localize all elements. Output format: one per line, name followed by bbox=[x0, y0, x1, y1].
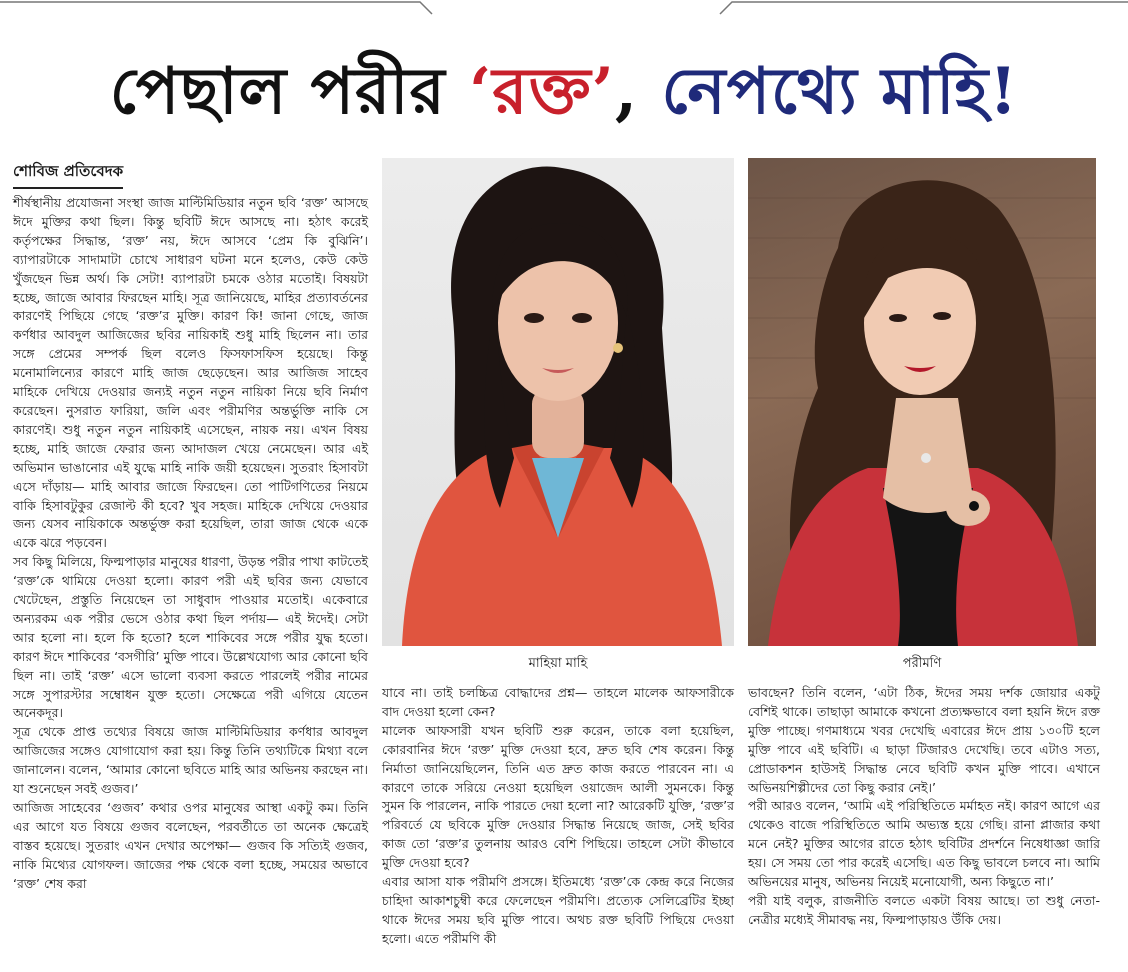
photo-caption-mahi: মাহিয়া মাহি bbox=[528, 656, 588, 671]
photo-mahiya-mahi bbox=[382, 158, 734, 646]
article-paragraph: সব কিছু মিলিয়ে, ফিল্মপাড়ার মানুষের ধারণা, উড়ন্ত পরীর পাখা কাটতেই ‘রক্ত’কে থামিয়ে দেওয়া হলো। কারণ পরী এই ছবির জন্য যেভাবে খেটেছেন, প্রস্তুতি নিয়েছেন তা সাধুবাদ পাওয়ার মতোই। একেবারে অন্যরকম এক পরীর ভেসে ওঠার কথা ছিল পর্দায়— এই ঈদেই। সেটা আর হলো না। হলে কি হতো? হলে শাকিবের সঙ্গে পরীর যুদ্ধ হতো। কারণ ঈদে শাকিবের ‘বসগীরি’ মুক্তি পাবে। উল্লেখযোগ্য আর কোনো ছবি ছিল না। তাই ‘রক্ত’ এসে ভালো ব্যবসা করতে পারলেই পরীর নামের সঙ্গে সুপারস্টার সম্বোধন যুক্ত হতো। সেক্ষেত্রে পরী এগিয়ে যেতেন অনেকদূর। bbox=[13, 554, 368, 721]
photo-caption-pori: পরীমণি bbox=[902, 656, 942, 671]
article-column-middle bbox=[382, 684, 734, 949]
top-frame-rule bbox=[0, 0, 1128, 16]
article-column-left bbox=[13, 194, 368, 894]
headline-comma: , bbox=[614, 54, 662, 129]
article-paragraph: যাবে না। তাই চলচ্চিত্র বোদ্ধাদের প্রশ্ন— তাহলে মালেক আফসারীকে বাদ দেওয়া হলো কেন? bbox=[382, 685, 734, 719]
article-column-right bbox=[748, 684, 1100, 930]
article-paragraph: পরী আরও বলেন, ‘আমি এই পরিস্থিতিতে মর্মাহত নই। কারণ আগে এর থেকেও বাজে পরিস্থিতিতে আমি অভ্যস্ত হয়ে গেছি। রানা প্লাজার কথা মনে নেই? মুক্তির আগের রাতে হঠাৎ ছবিটির প্রদর্শনে নিষেধাজ্ঞা জারি হয়। সে সময় তো পার করেই এসেছি। এত কিছু ভাবলে চলবে না। আমি অভিনয়ের মানুষ, অভিনয় নিয়েই মনোযোগী, অন্য কিছুতে না।’ bbox=[748, 798, 1100, 890]
article-paragraph: সূত্র থেকে প্রাপ্ত তথ্যের বিষয়ে জাজ মাল্টিমিডিয়ার কর্ণধার আবদুল আজিজের সঙ্গেও যোগাযোগ করা হয়। কিন্তু তিনি তথ্যটিকে মিথ্যা বলে জানালেন। বলেন, ‘আমার কোনো ছবিতে মাহি আর অভিনয় করছেন না। যা শুনেছেন সবই গুজব।’ bbox=[13, 724, 368, 797]
article-paragraph: আজিজ সাহেবের ‘গুজব’ কথার ওপর মানুষের আস্থা একটু কম। তিনি এর আগে যত বিষয়ে গুজব বলেছেন, পরবর্তীতে তা অনেক ক্ষেত্রেই বাস্তব হয়েছে। সুতরাং এখন দেখার অপেক্ষা— গুজব কি সত্যিই গুজব, নাকি মিথ্যের যোগফল। জাজের পক্ষ থেকে বলা হচ্ছে, সময়ের অভাবে ‘রক্ত’ শেষ করা bbox=[13, 800, 368, 891]
mahi-portrait-illustration bbox=[382, 158, 734, 646]
article-paragraph: ভাবছেন? তিনি বলেন, ‘এটা ঠিক, ঈদের সময় দর্শক জোয়ার একটু বেশিই থাকে। তাছাড়া আমাকে কখনো প্রত্যক্ষভাবে বলা হয়নি ঈদে রক্ত মুক্তি পাচ্ছে। গণমাধ্যমে খবর দেখেছি এবারের ঈদে প্রায় ১৩০টি হলে মুক্তি পাবে এই ছবিটি। এ ছাড়া টিজারও দেখেছি। তবে এটাও সত্য, প্রোডাকশন হাউসই সিদ্ধান্ত নেবে ছবিটি কখন মুক্তি পাবে। এখানে অভিনয়শিল্পীদের তো কিছু করার নেই।’ bbox=[748, 685, 1100, 795]
headline-title-quote: ‘রক্ত’ bbox=[468, 54, 615, 129]
article-paragraph: এবার আসা যাক পরীমণি প্রসঙ্গে। ইতিমধ্যে ‘রক্ত’কে কেন্দ্র করে নিজের চাহিদা আকাশচুম্বী করে ফেলেছেন পরীমণি। প্রত্যেক সেলিব্রেটির ইচ্ছা থাকে ঈদের সময় ছবি মুক্তি পাবে। অথচ রক্ত ছবিটি পিছিয়ে দেওয়া হলো। এতে পরীমণি কী bbox=[382, 874, 734, 946]
headline-part-2: নেপথ্যে মাহি! bbox=[661, 54, 1019, 129]
porimoni-portrait-illustration bbox=[748, 158, 1096, 646]
article-paragraph: পরী যাই বলুক, রাজনীতি বলতে একটা বিষয় আছে। তা শুধু নেতা-নেত্রীর মধ্যেই সীমাবদ্ধ নয়, ফিল্মপাড়ায়ও উঁকি দেয়। bbox=[748, 892, 1100, 927]
reporter-byline: শোবিজ প্রতিবেদক bbox=[13, 160, 123, 189]
headline bbox=[0, 42, 1128, 142]
headline-part-1: পেছাল পরীর bbox=[109, 54, 469, 129]
article-paragraph: শীর্ষস্থানীয় প্রযোজনা সংস্থা জাজ মাল্টিমিডিয়ার নতুন ছবি ‘রক্ত’ আসছে ঈদে মুক্তির কথা ছিল। কিন্তু ছবিটি ঈদে আসছে না। হঠাৎ করেই কর্তৃপক্ষের সিদ্ধান্ত, ‘রক্ত’ নয়, ঈদে আসবে ‘প্রেম কি বুঝিনি’। ব্যাপারটাকে সাদামাটা চোখে সাধারণ ঘটনা মনে হলেও, কেউ কেউ খুঁজছেন ভিন্ন অর্থ। কি সেটা! ব্যাপারটা চমকে ওঠার মতোই। বিষয়টা হচ্ছে, জাজে আবার ফিরছেন মাহি। সূত্র জানিয়েছে, মাহির প্রত্যাবর্তনের কারণেই পিছিয়ে গেছে ‘রক্ত’র মুক্তি। কারণ কি! জানা গেছে, জাজ কর্ণধার আবদুল আজিজের ছবির নায়িকাই শুধু মাহি ছিলেন না। তার সঙ্গে প্রেমের সম্পর্ক ছিল বলেও ফিসফাসফিস হয়েছে। কিন্তু মনোমালিন্যের কারণে মাহি জাজ ছেড়েছেন। আর আজিজ সাহেব মাহিকে দেখিয়ে দেওয়ার জন্যই নতুন নতুন নায়িকা নিয়ে ছবি নির্মাণ করেছেন। নুসরাত ফারিয়া, জলি এবং পরীমণির অন্তর্ভুক্তি নাকি সে কারণেই। শুধু নতুন নতুন নায়িকাই এসেছেন, নায়ক নয়। এখন বিষয় হচ্ছে, মাহি জাজে ফেরার জন্য আদাজল খেয়ে নেমেছেন। আর এই অভিমান ভাঙানোর এই যুদ্ধে মাহি নাকি জয়ী হয়েছেন। সুতরাং হিসাবটা এসে দাঁড়ায়— মাহি আবার জাজে ফিরছেন। তো পাটিগণিতের নিয়মে বাকি হিসাবটুকুর রেজাল্ট কী হবে? খুব সহজ। মাহিকে দেখিয়ে দেওয়ার জন্য যেসব নায়িকাকে অন্তর্ভুক্ত করা হয়েছিল, তারা জাজ থেকে একে একে ঝরে পড়বেন। bbox=[13, 195, 368, 551]
article-paragraph: মালেক আফসারী যখন ছবিটি শুরু করেন, তাকে বলা হয়েছিল, কোরবানির ঈদে ‘রক্ত’ মুক্তি দেওয়া হবে, দ্রুত ছবি শেষ করেন। কিন্তু নির্মাতা জানিয়েছিলেন, তিনি এত দ্রুত কাজ করতে পারবেন না। এ কারণে তাকে সরিয়ে নেওয়া হয়েছিল ওয়াজেদ আলী সুমনকে। কিন্তু সুমন কি পারলেন, নাকি পারতে দেয়া হলো না? আরেকটি যুক্তি, ‘রক্ত’র পরিবর্তে যে ছবিকে মুক্তি দেওয়ার সিদ্ধান্ত নিয়েছে জাজ, সেই ছবির কাজ তো ‘রক্ত’র তুলনায় আরও বেশি পিছিয়ে। তাহলে সেটা কীভাবে মুক্তি দেওয়া হবে? bbox=[382, 722, 734, 871]
photo-porimoni bbox=[748, 158, 1096, 646]
